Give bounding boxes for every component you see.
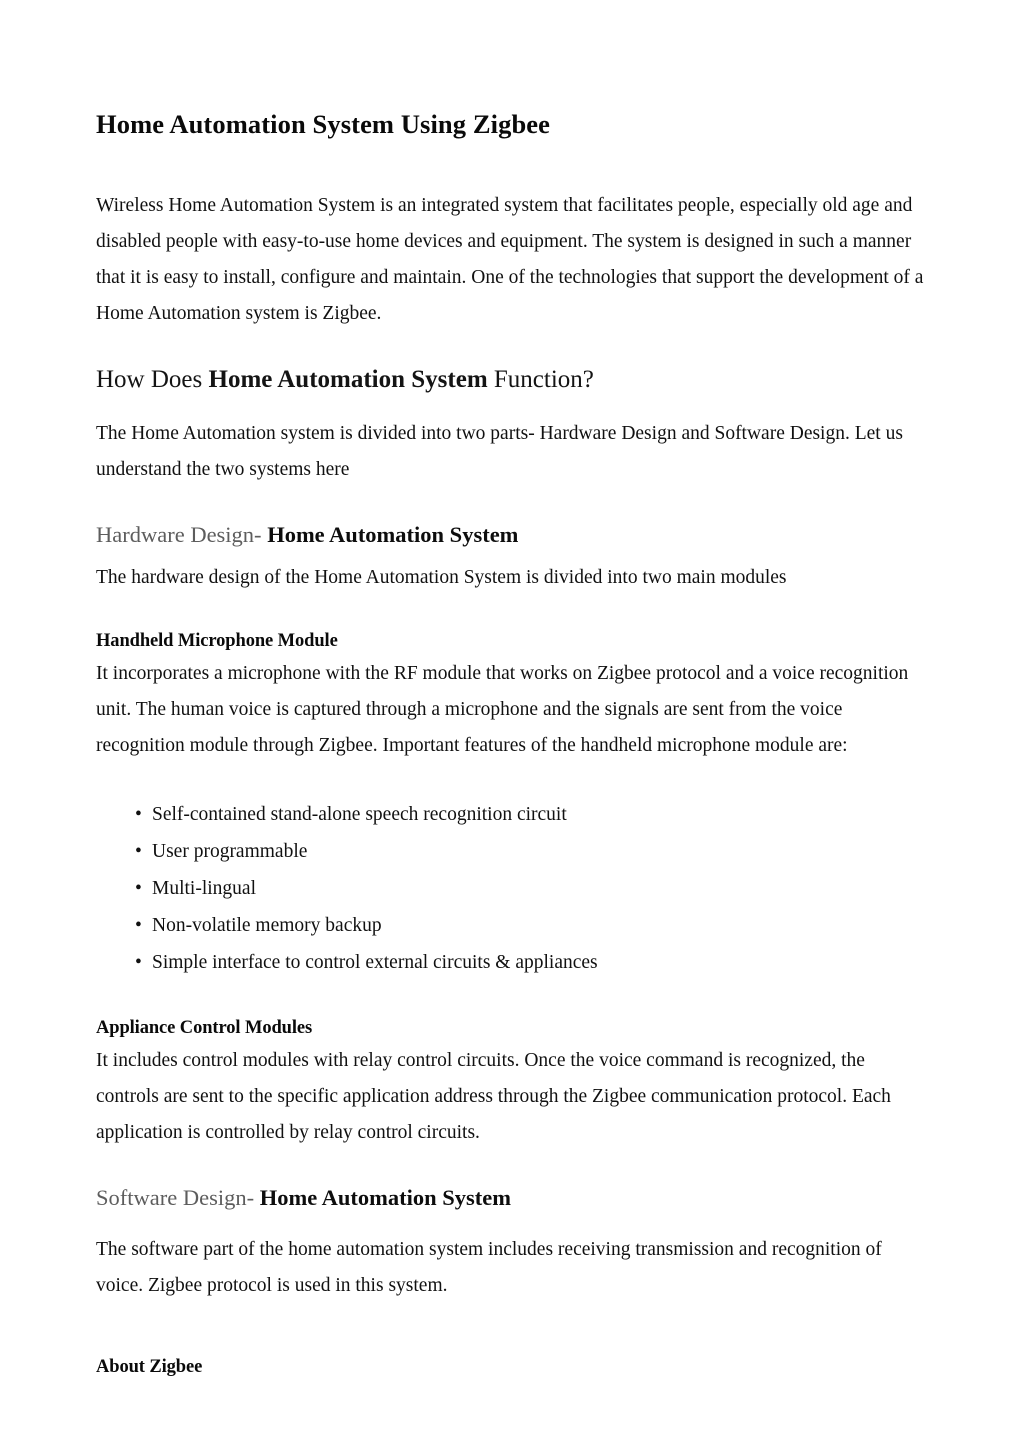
software-heading-label: Software Design- bbox=[96, 1184, 260, 1210]
hardware-heading-label: Hardware Design- bbox=[96, 521, 268, 547]
software-design-paragraph: The software part of the home automation system includes receiving transmission and recognition of voice. Zigbee protocol is used in this system. bbox=[96, 1239, 882, 1297]
hardware-intro-paragraph: The hardware design of the Home Automation System is divided into two main modules bbox=[96, 566, 787, 588]
list-item-label: Simple interface to control external circuits & appliances bbox=[152, 951, 598, 973]
list-item-label: Multi-lingual bbox=[152, 877, 256, 899]
list-item bbox=[96, 870, 928, 907]
page-title: Home Automation System Using Zigbee bbox=[96, 109, 550, 139]
subsection-heading-handheld-microphone-module: Handheld Microphone Module bbox=[96, 630, 338, 651]
bullet-icon: • bbox=[135, 803, 142, 825]
spacer bbox=[96, 332, 928, 364]
intro-paragraph: Wireless Home Automation System is an integrated system that facilitates people, especially old age and disabled people with easy-to-use home devices and equipment. The system is designed in such a manner that it is easy to install, configure and maintain. One of the technologies that support the development of a Home Automation system is Zigbee. bbox=[96, 195, 924, 325]
list-item bbox=[96, 944, 928, 981]
appliance-control-modules-paragraph: It includes control modules with relay control circuits. Once the voice command is recognized, the controls are sent to the specific application address through the Zigbee communication protocol. Each application is controlled by relay control circuits. bbox=[96, 1049, 891, 1143]
subsection-heading-appliance-control-modules: Appliance Control Modules bbox=[96, 1017, 313, 1038]
heading-emphasis-text: Home Automation System bbox=[208, 366, 488, 394]
spacer bbox=[96, 981, 928, 1013]
bullet-icon: • bbox=[135, 877, 142, 899]
bullet-icon: • bbox=[135, 840, 142, 862]
spacer bbox=[96, 1151, 928, 1183]
bullet-icon: • bbox=[135, 914, 142, 936]
hardware-heading-emphasis: Home Automation System bbox=[267, 521, 519, 547]
spacer bbox=[96, 594, 928, 626]
heading-prefix-text: How Does bbox=[96, 366, 209, 394]
list-item bbox=[96, 796, 928, 833]
list-item bbox=[96, 907, 928, 944]
spacer bbox=[96, 549, 928, 561]
spacer bbox=[96, 1212, 928, 1232]
list-item-label: Self-contained stand-alone speech recognition circuit bbox=[152, 803, 567, 825]
handheld-microphone-module-paragraph: It incorporates a microphone with the RF module that works on Zigbee protocol and a voice recognition unit. The human voice is captured through a microphone and the signals are sent from the voice recognition module through Zigbee. Important features of the handheld microphone module are: bbox=[96, 662, 909, 756]
list-item-label: Non-volatile memory backup bbox=[152, 914, 382, 936]
function-paragraph: The Home Automation system is divided into two parts- Hardware Design and Software Design. Let us understand the two systems here bbox=[96, 422, 903, 480]
list-item bbox=[96, 833, 928, 870]
section-heading-function bbox=[96, 364, 928, 395]
section-heading-software-design bbox=[96, 1183, 928, 1212]
section-heading-hardware-design bbox=[96, 520, 928, 549]
spacer bbox=[96, 488, 928, 520]
spacer bbox=[96, 1304, 928, 1352]
heading-suffix-text: Function? bbox=[487, 366, 594, 394]
spacer bbox=[96, 396, 928, 416]
document-content bbox=[96, 0, 928, 1382]
software-heading-emphasis: Home Automation System bbox=[259, 1184, 511, 1210]
list-item-label: User programmable bbox=[152, 840, 308, 862]
subsection-heading-about-zigbee: About Zigbee bbox=[96, 1357, 203, 1378]
handheld-module-feature-list bbox=[96, 796, 928, 981]
spacer bbox=[96, 140, 928, 188]
bullet-icon: • bbox=[135, 951, 142, 973]
spacer bbox=[96, 764, 928, 796]
